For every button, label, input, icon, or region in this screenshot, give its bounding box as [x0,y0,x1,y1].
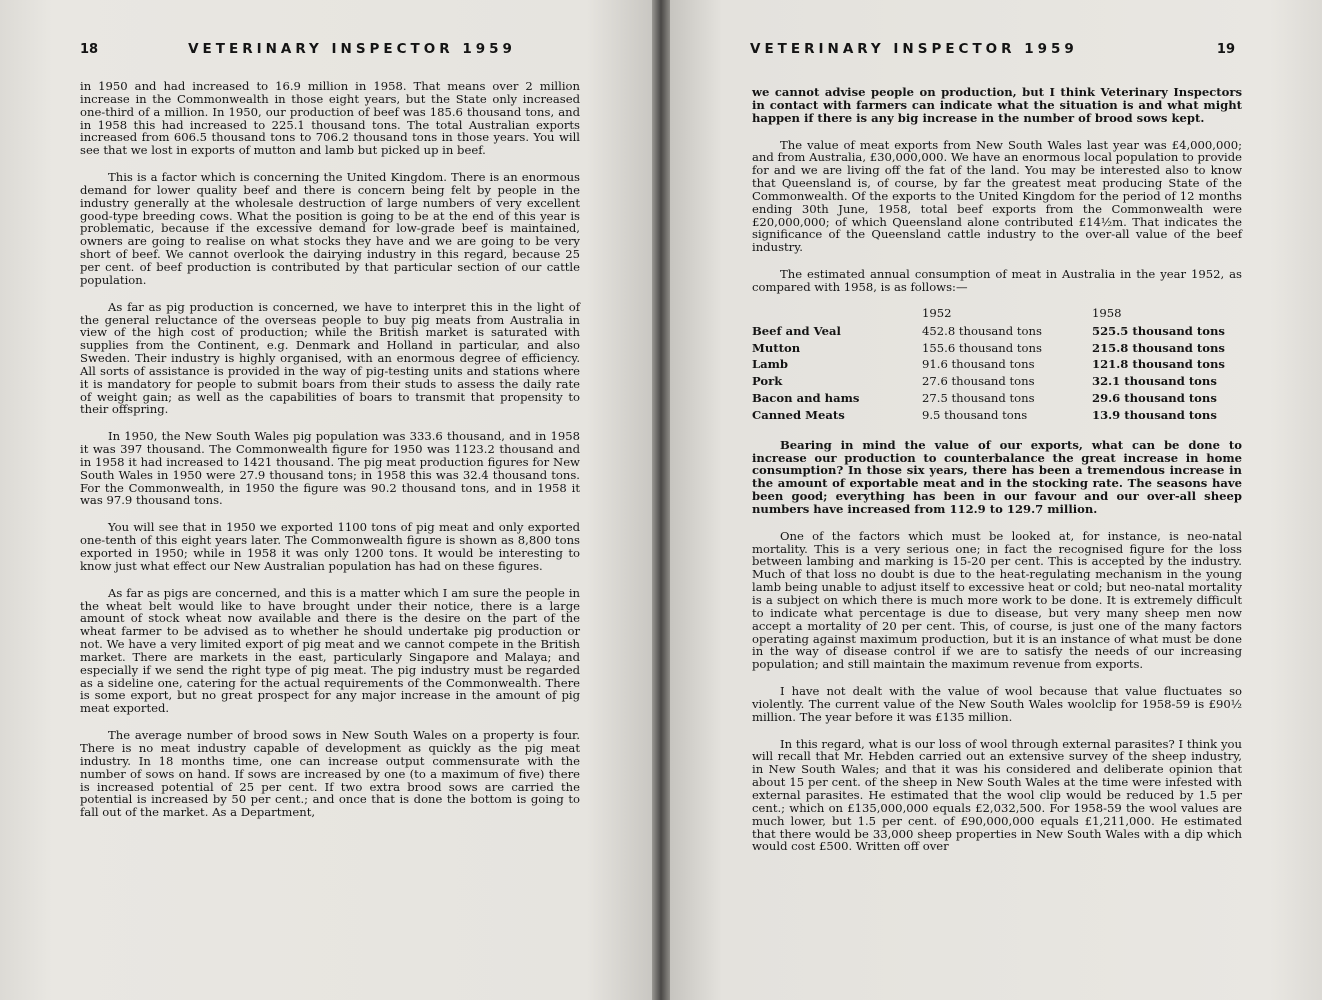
left-paragraph-1: in 1950 and had increased to 16.9 million in 1958. That means over 2 million increase in the Commonwealth in those eight years, but the State only increased one-third of a million. In 1950, our production of beef was 185.6 thousand tons, and in 1958 this had increased to 225.1 thousand tons. The total Australian exports increased from 606.5 thousand tons to 706.2 thousand tons in those years. You will see that we lost in exports of mutton and lamb but picked up in beef. [80,79,580,158]
right-running-head: VETERINARY INSPECTOR 1959 [750,41,1078,57]
meat-consumption-table [752,306,1242,425]
table-row [752,357,1242,374]
right-page-body [752,86,1242,867]
table-header-blank [752,306,922,324]
table-cell-1958: 29.6 thousand tons [1092,391,1217,406]
left-running-head: VETERINARY INSPECTOR 1959 [188,41,516,57]
table-row [752,391,1242,408]
right-paragraph-5: One of the factors which must be looked at, for instance, is neo-natal mortality. This is a very serious one; in fact the recognised figure for the loss between lambing and marking is 15-20 per cent. This is accepted by the industry. Much of that loss no doubt is due to the heat-regulating mechanism in the young lamb being unable to adjust itself to excessive heat or cold; but neo-natal mortality is a subject on which there is much more work to be done. It is extremely difficult to indicate what percentage is due to disease, but very many sheep men now accept a mortality of 20 per cent. This, of course, is just one of the many factors operating against maximum production, but it is an instance of what must be done in the way of disease control if we are to satisfy the needs of our increasing population; and still maintain the maximum revenue from exports. [752,528,1242,672]
right-paragraph-1: we cannot advise people on production, but I think Veterinary Inspectors in contact with farmers can indicate what the situation is and what might happen if there is any big increase in the number of brood sows kept. [752,85,1242,125]
book-gutter [652,0,670,1000]
left-page-header [80,38,580,60]
table-cell-1952: 155.6 thousand tons [922,340,1042,355]
right-paragraph-7: In this regard, what is our loss of wool through external parasites? I think you will recall that Mr. Hebden carried out an extensive survey of the sheep industry, in New South Wales; and that it was his considered and deliberate opinion that about 15 per cent. of the sheep in New South Wales at the time were infested with external parasites. He estimated that the wool clip would be reduced by 1.5 per cent.; which on £135,000,000 equals £2,032,500. For 1958-59 the wool values are much lower, but 1.5 per cent. of £90,000,000 equals £1,211,000. He estimated that there would be 33,000 sheep properties in New South Wales with a dip which would cost £500. Written off over [752,736,1242,854]
left-paragraph-3: As far as pig production is concerned, we have to interpret this in the light of the general reluctance of the overseas people to buy pig meats from Australia in view of the high cost of production; while the British market is saturated with supplies from the Continent, e.g. Denmark and Holland in particular, and also Sweden. Their industry is highly organised, with an enormous degree of efficiency. All sorts of assistance is provided in the way of pig-testing units and stations where it is mandatory for people to submit boars from their studs to assess the daily rate of weight gain; as well as the capabilities of boars to transmit that propensity to their offspring. [80,299,580,417]
left-paragraph-4: In 1950, the New South Wales pig population was 333.6 thousand, and in 1958 it was 397 thousand. The Commonwealth figure for 1950 was 1123.2 thousand and in 1958 it had increased to 1421 thousand. The pig meat production figures for New South Wales in 1950 were 27.9 thousand tons; in 1958 this was 32.4 thousand tons. For the Commonwealth, in 1950 the figure was 90.2 thousand tons, and in 1958 it was 97.9 thousand tons. [80,429,580,508]
table-header-1958: 1958 [1092,305,1122,320]
table-cell-1958: 121.8 thousand tons [1092,357,1225,372]
left-paragraph-7: The average number of brood sows in New South Wales on a property is four. There is no meat industry capable of development as quickly as the pig meat industry. In 18 months time, one can increase output commensurate with the number of sows on hand. If sows are increased by one (to a maximum of five) there is increased potential of 25 per cent. If two extra brood sows are carried the potential is increased by 50 per cent.; and once that is done the bottom is going to fall out of the market. As a Department, [80,728,580,820]
table-header-1952: 1952 [922,305,952,320]
left-paragraph-2: This is a factor which is concerning the United Kingdom. There is an enormous demand for lower quality beef and there is concern being felt by people in the industry generally at the wholesale destruction of large numbers of very excellent good-type breeding cows. What the position is going to be at the end of this year is problematic, because if the excessive demand for low-grade beef is maintained, owners are going to realise on what stocks they have and we are going to be very short of beef. We cannot overlook the dairying industry in this regard, because 25 per cent. of beef production is contributed by that particular section of our cattle population. [80,170,580,287]
table-cell-1958: 13.9 thousand tons [1092,407,1217,422]
table-cell-1952: 27.5 thousand tons [922,391,1035,406]
right-page [670,0,1322,1000]
table-cell-item: Pork [752,374,783,389]
left-paragraph-6: As far as pigs are concerned, and this is a matter which I am sure the people in the wheat belt would like to have brought under their notice, there is a large amount of stock wheat now available and there is the desire on the part of the wheat farmer to be advised as to whether he should undertake pig production or not. We have a very limited export of pig meat and we cannot compete in the British market. There are markets in the east, particularly Singapore and Malaya; and especially if we send the right type of pig meat. The pig industry must be regarded as a sideline one, catering for the actual requirements of the Commonwealth. There is some export, but no great prospect for any major increase in the amount of pig meat exported. [80,585,580,716]
right-paragraph-4: Bearing in mind the value of our exports, what can be done to increase our production to counterbalance the great increase in home consumption? In those six years, there has been a tremendous increase in the amount of exportable meat and in the stocking rate. The seasons have been good; everything has been in our favour and our over-all sheep numbers have increased from 112.9 to 129.7 million. [752,437,1242,516]
table-row [752,374,1242,391]
table-row [752,341,1242,358]
table-row [752,324,1242,341]
table-header-row [752,306,1242,324]
table-row [752,408,1242,425]
table-cell-1952: 27.6 thousand tons [922,374,1035,389]
table-cell-1958: 525.5 thousand tons [1092,323,1225,338]
right-paragraph-2: The value of meat exports from New South Wales last year was £4,000,000; and from Australia, £30,000,000. We have an enormous local population to provide for and we are living off the fat of the land. You may be interested also to know that Queensland is, of course, by far the greatest meat producing State of the Commonwealth. Of the exports to the United Kingdom for the period of 12 months ending 30th June, 1958, total beef exports from the Commonwealth were £20,000,000; of which Queensland alone contributed £14½m. That indicates the significance of the Queensland cattle industry to the over-all value of the beef industry. [752,137,1242,255]
table-cell-item: Bacon and hams [752,391,860,406]
table-cell-item: Beef and Veal [752,323,841,338]
table-cell-1958: 215.8 thousand tons [1092,340,1225,355]
table-cell-1952: 452.8 thousand tons [922,323,1042,338]
table-cell-1952: 91.6 thousand tons [922,357,1035,372]
table-cell-item: Lamb [752,357,789,372]
left-paragraph-5: You will see that in 1950 we exported 1100 tons of pig meat and only exported one-tenth of this eight years later. The Commonwealth figure is shown as 8,800 tons exported in 1950; while in 1958 it was only 1200 tons. It would be interesting to know just what effect our New Australian population has had on these figures. [80,520,580,573]
left-page-number: 18 [80,41,99,57]
right-paragraph-3: The estimated annual consumption of meat in Australia in the year 1952, as compared with 1958, is as follows:— [752,267,1242,294]
right-page-number: 19 [1216,41,1235,57]
right-paragraph-6: I have not dealt with the value of wool because that value fluctuates so violently. The current value of the New South Wales woolclip for 1958-59 is £90½ million. The year before it was £135 million. [752,684,1242,724]
table-cell-item: Canned Meats [752,407,845,422]
table-cell-1952: 9.5 thousand tons [922,407,1028,422]
table-cell-item: Mutton [752,340,801,355]
table-cell-1958: 32.1 thousand tons [1092,374,1217,389]
left-page [0,0,652,1000]
right-page-header [750,38,1235,60]
left-page-body [80,80,580,833]
